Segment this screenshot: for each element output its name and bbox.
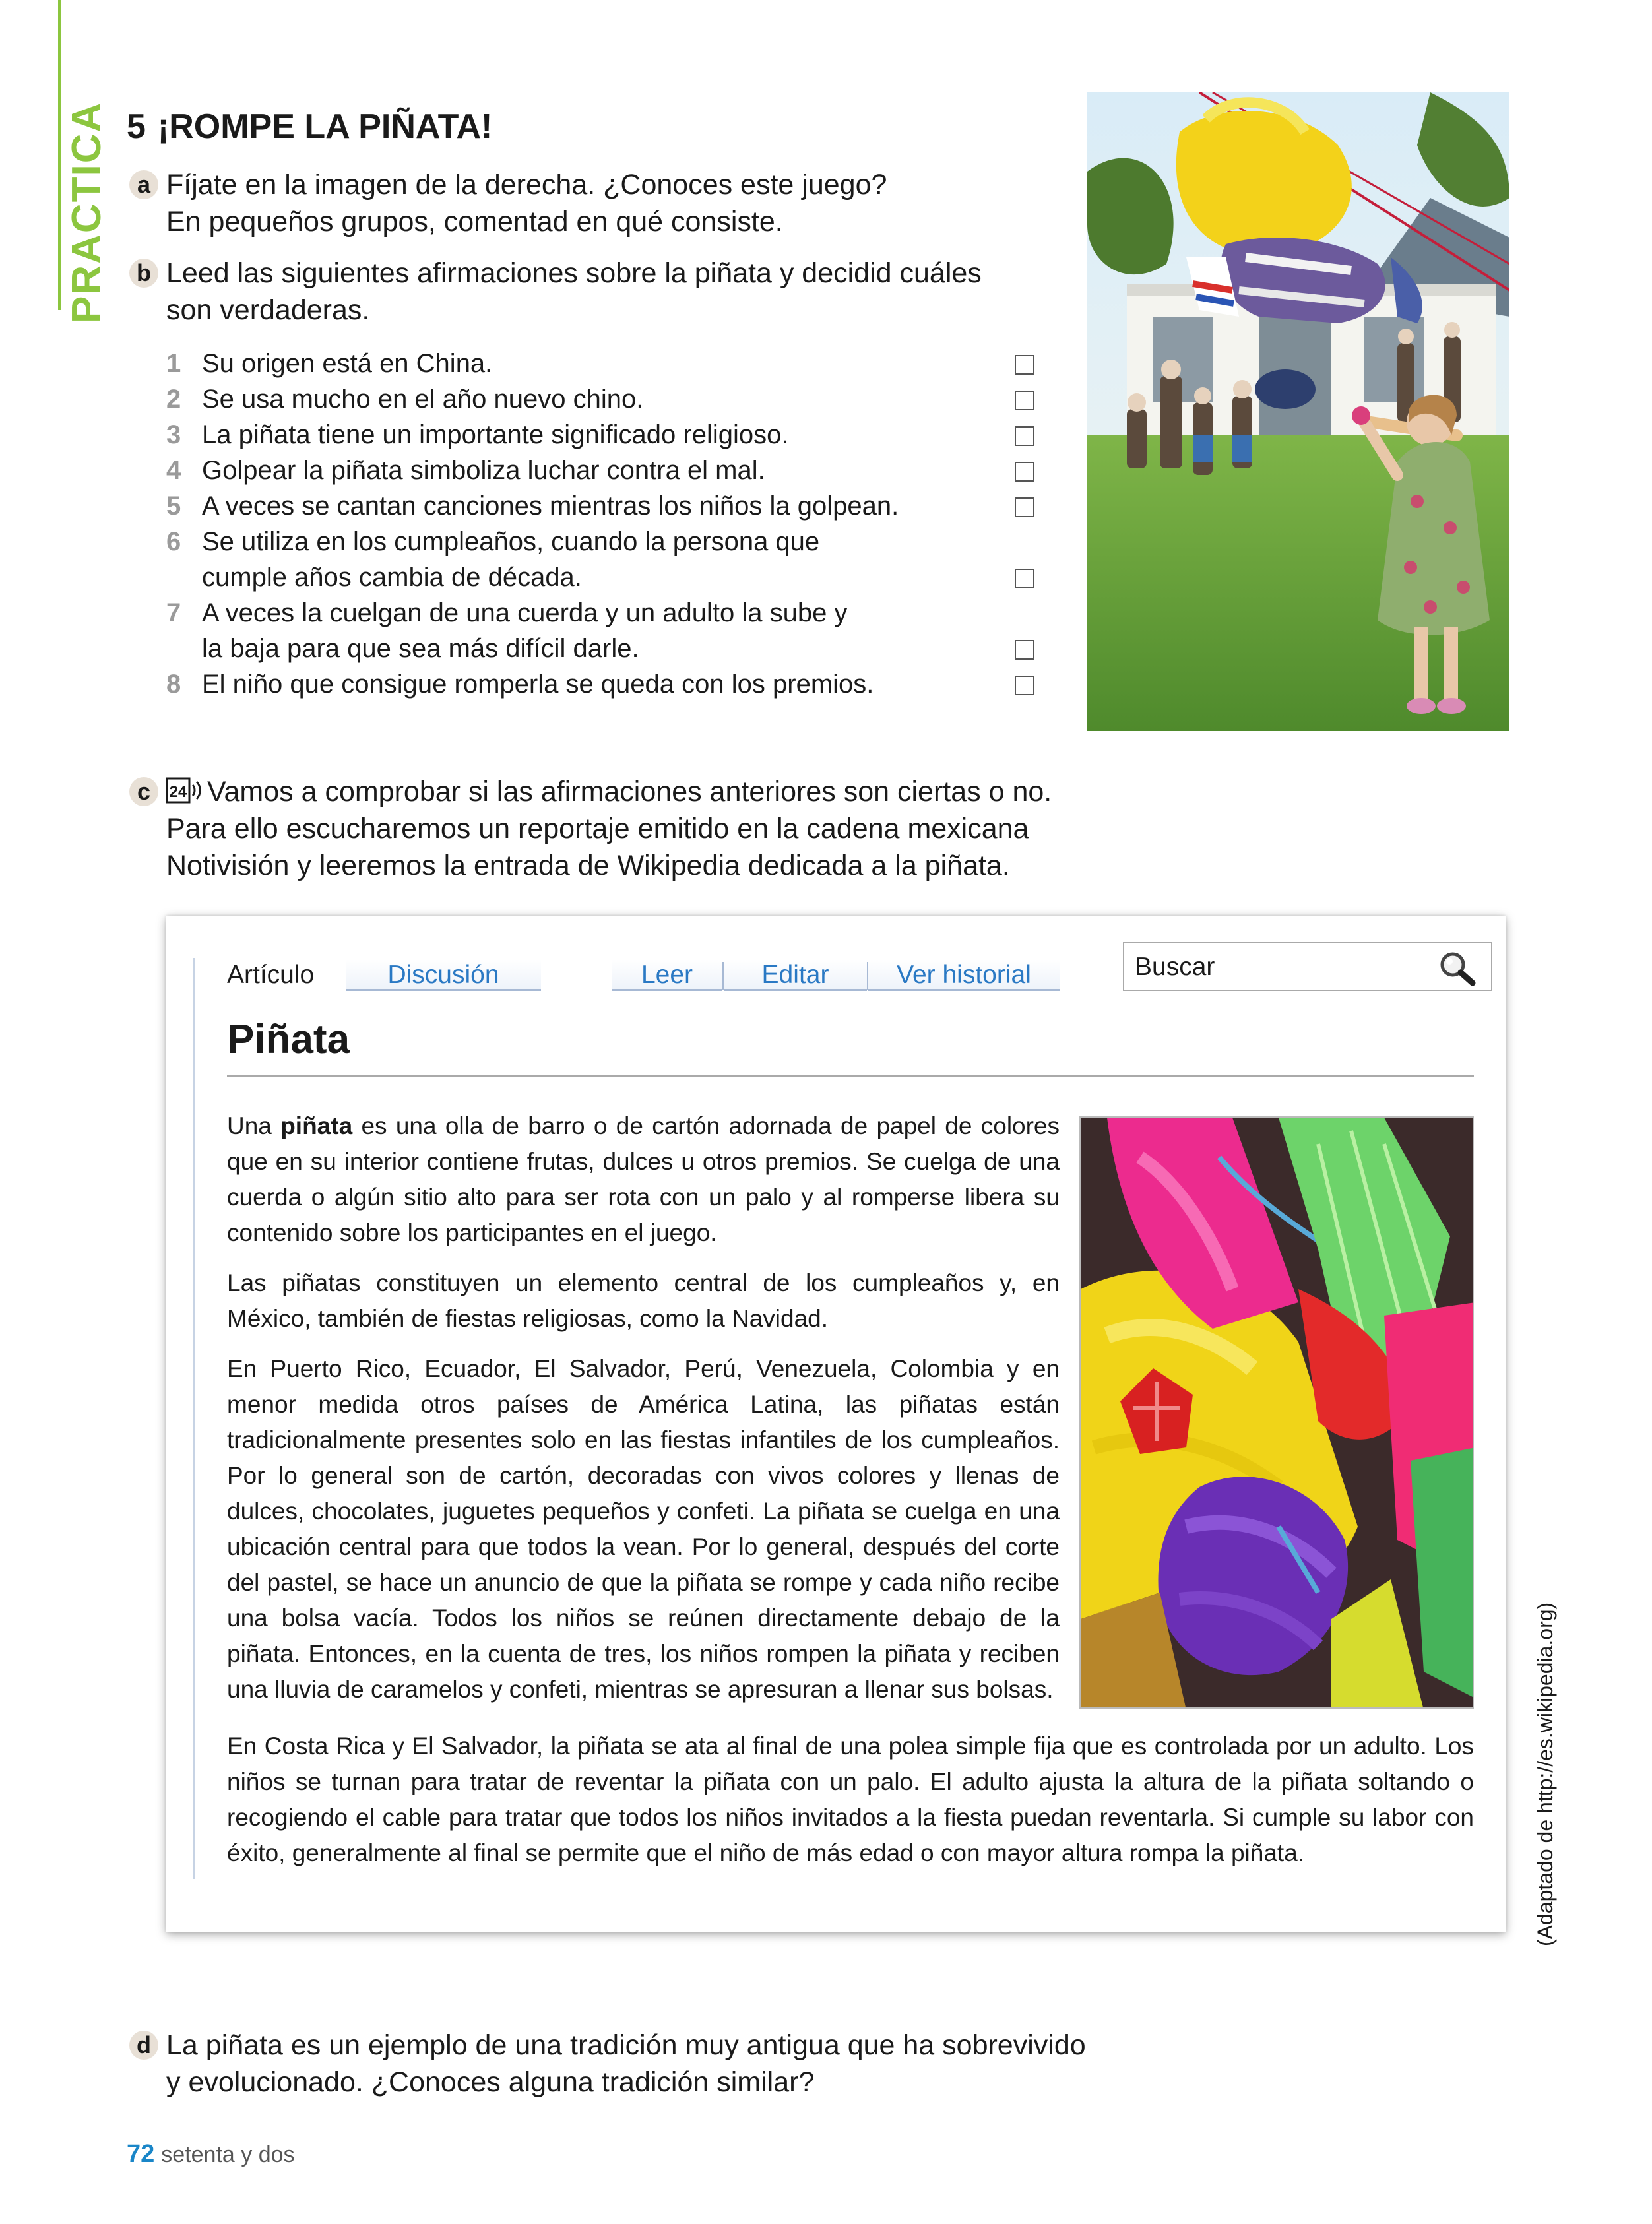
statement-text: El niño que consigue romperla se queda con los premios.	[202, 670, 874, 699]
article-paragraph-4: En Costa Rica y El Salvador, la piñata se ata al final de una polea simple fija que es controlada por un adulto. Los niños se turnan para tratar de reventar la piñata con un palo. El adulto ajusta la altura de la piñata soltando o recogiendo el cable para tratar que todos los niños invitados a la fiesta puedan reventarla. Si cumple su labor con éxito, generalmente al final se permite que el niño de más edad o con mayor altura rompa la piñata.	[227, 1732, 1474, 1866]
instruction-d	[166, 2027, 1195, 2101]
page-number-words: setenta y dos	[161, 2142, 295, 2167]
section-side-tab-label: PRACTICA	[64, 101, 110, 323]
statement-list	[166, 346, 1044, 702]
statement-item	[166, 381, 1044, 417]
statement-number: 5	[166, 492, 181, 521]
audio-track-number: 24	[169, 783, 187, 801]
instruction-b-line1: Leed las siguientes afirmaciones sobre la piñata y decidid cuáles	[166, 257, 982, 289]
instruction-c	[166, 773, 1129, 884]
statement-number: 3	[166, 420, 181, 449]
search-icon[interactable]	[1437, 950, 1477, 987]
title-divider	[227, 1075, 1474, 1077]
statement-checkbox[interactable]	[1015, 355, 1034, 375]
exercise-title-text: ¡ROMPE LA PIÑATA!	[157, 108, 493, 146]
statement-checkbox[interactable]	[1015, 569, 1034, 588]
instruction-c-line2: Para ello escucharemos un reportaje emitido en la cadena mexicana	[166, 813, 1029, 844]
article-paragraph-2: Las piñatas constituyen un elemento central de los cumpleaños y, en México, también de fiestas religiosas, como la Navidad.	[227, 1269, 1060, 1332]
statement-item	[166, 346, 1044, 381]
pinata-closeup-illustration	[1081, 1118, 1474, 1709]
wiki-search-box	[1123, 942, 1492, 991]
exercise-number: 5	[127, 108, 146, 146]
instruction-d-line1: La piñata es un ejemplo de una tradición muy antigua que ha sobrevivido	[166, 2029, 1086, 2061]
tab-discusion[interactable]: Discusión	[346, 959, 541, 991]
tab-articulo[interactable]: Artículo	[227, 961, 315, 989]
statement-checkbox[interactable]	[1015, 426, 1034, 446]
statement-item	[166, 595, 1044, 666]
statement-checkbox[interactable]	[1015, 676, 1034, 695]
p1-intro: Una	[227, 1112, 281, 1139]
statement-text: Se usa mucho en el año nuevo chino.	[202, 385, 644, 414]
instruction-a-line1: Fíjate en la imagen de la derecha. ¿Conoces este juego?	[166, 169, 887, 201]
source-note	[1525, 1602, 1565, 1946]
article-title: Piñata	[227, 1017, 350, 1062]
pinata-party-illustration	[1087, 92, 1509, 731]
statement-number: 7	[166, 598, 181, 627]
audio-track-icon[interactable]	[166, 776, 203, 805]
statement-text: Golpear la piñata simboliza luchar contra el mal.	[202, 456, 765, 485]
pinata-party-photo	[1087, 92, 1509, 731]
tab-ver-historial[interactable]: Ver historial	[868, 959, 1060, 991]
exercise-title	[127, 107, 492, 146]
instruction-c-line1	[166, 773, 1129, 810]
instruction-c-line3: Notivisión y leeremos la entrada de Wikipedia dedicada a la piñata.	[166, 850, 1010, 881]
wiki-left-border	[193, 958, 195, 1879]
statement-text: A veces la cuelgan de una cuerda y un adulto la sube y la baja para que sea más difícil darle.	[202, 598, 848, 663]
pinata-closeup-photo	[1079, 1116, 1474, 1709]
instruction-b-line2: son verdaderas.	[166, 294, 370, 326]
article-paragraph-3: En Puerto Rico, Ecuador, El Salvador, Perú, Venezuela, Colombia y en menor medida otros países de América Latina, las piñatas están tradicionalmente presentes solo en las fiestas infantiles de los cumpleaños. Por lo general son de cartón, decoradas con vivos colores y llenas de dulces, chocolates, juguetes pequeños y confeti. La piñata se cuelga en una ubicación central para que todos la vean. Por lo general, después del corte del pastel, se hace un anuncio de que la piñata se rompe y cada niño recibe una bolsa vacía. Todos los niños se reúnen directamente debajo de la piñata. Entonces, en la cuenta de tres, los niños rompen la piñata y reciben una lluvia de caramelos y confeti, mientras se apresuran a llenar sus bolsas.	[227, 1355, 1060, 1703]
statement-text: Se utiliza en los cumpleaños, cuando la persona que cumple años cambia de década.	[202, 527, 820, 592]
item-letter-a: a	[129, 170, 158, 199]
statement-item	[166, 524, 1044, 595]
p1-bold-term: piñata	[280, 1112, 353, 1139]
page-number: 72	[127, 2140, 155, 2168]
instruction-c-line1-text: Vamos a comprobar si las afirmaciones anteriores son ciertas o no.	[207, 776, 1052, 808]
statement-text: A veces se cantan canciones mientras los niños la golpean.	[202, 492, 899, 521]
statement-item	[166, 453, 1044, 488]
item-letter-c: c	[129, 777, 158, 806]
instruction-d-line2: y evolucionado. ¿Conoces alguna tradición similar?	[166, 2066, 815, 2098]
statement-item	[166, 488, 1044, 524]
statement-text: La piñata tiene un importante significado religioso.	[202, 420, 789, 449]
statement-checkbox[interactable]	[1015, 640, 1034, 660]
section-side-tab	[61, 101, 113, 323]
statement-number: 8	[166, 670, 181, 699]
item-letter-d: d	[129, 2031, 158, 2060]
statement-number: 4	[166, 456, 181, 485]
search-input[interactable]	[1135, 950, 1425, 984]
instruction-b	[166, 255, 1077, 329]
p1-rest: es una olla de barro o de cartón adornada de papel de colores que en su interior contiene frutas, dulces u otros premios. Se cuelga de una cuerda o algún sitio alto para ser rota con un palo y al romperse libera su contenido sobre los participantes en el juego.	[227, 1112, 1060, 1246]
tab-leer[interactable]: Leer	[612, 959, 722, 991]
statement-checkbox[interactable]	[1015, 497, 1034, 517]
statement-number: 6	[166, 527, 181, 556]
statement-number: 2	[166, 385, 181, 414]
instruction-a-line2: En pequeños grupos, comentad en qué consiste.	[166, 206, 783, 238]
statement-item	[166, 666, 1044, 702]
statement-checkbox[interactable]	[1015, 462, 1034, 482]
page-footer	[127, 2140, 295, 2169]
statement-item	[166, 417, 1044, 453]
statement-text: Su origen está en China.	[202, 349, 493, 378]
tab-editar[interactable]: Editar	[724, 959, 867, 991]
item-letter-b: b	[129, 259, 158, 288]
article-paragraph-1	[227, 1108, 1060, 1251]
statement-number: 1	[166, 349, 181, 378]
source-note-text: (Adaptado de http://es.wikipedia.org)	[1533, 1602, 1557, 1946]
statement-checkbox[interactable]	[1015, 391, 1034, 410]
instruction-a	[166, 166, 1064, 240]
